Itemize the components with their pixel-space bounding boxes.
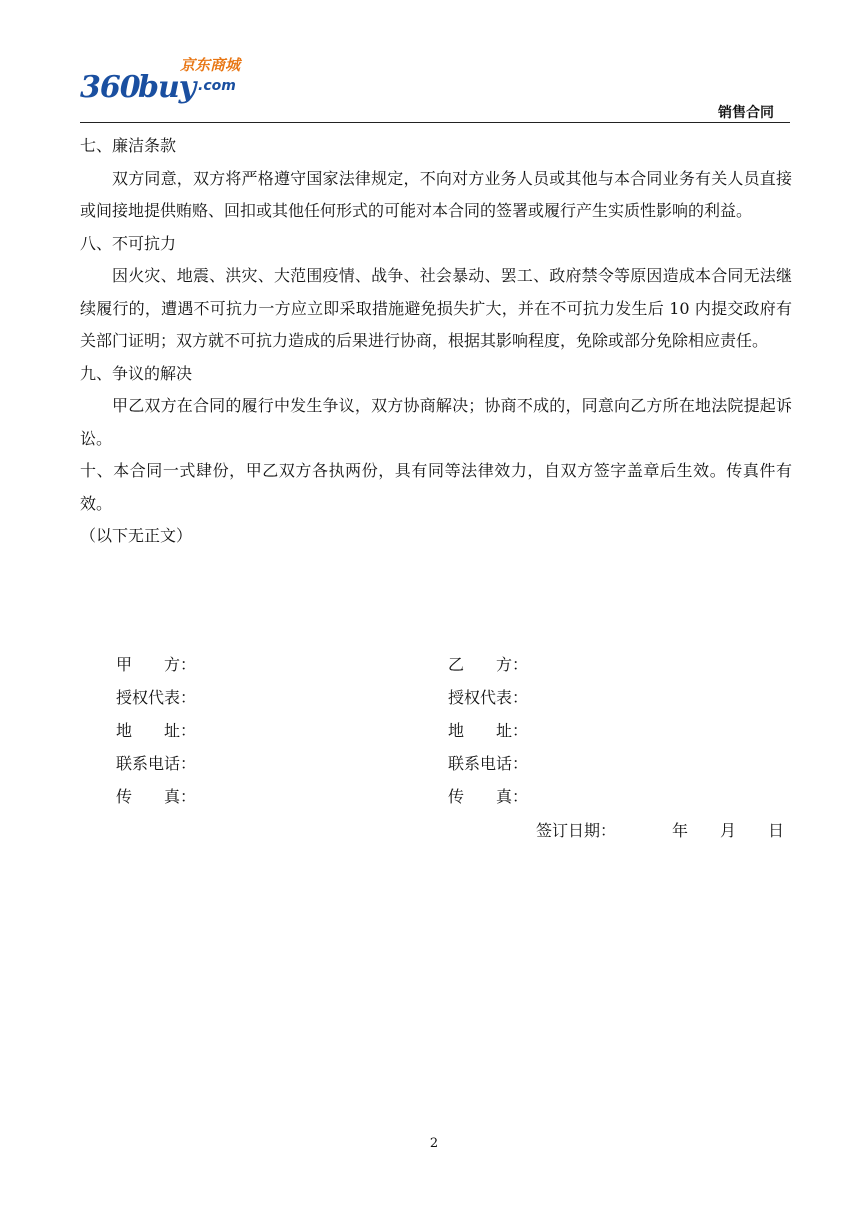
party-a-representative-label: 授权代表： [116,688,197,707]
page-number: 2 [429,1136,439,1151]
company-logo [80,52,240,104]
party-a-address-label: 地 址： [116,721,197,740]
signature-row [116,718,796,751]
signature-row [116,685,796,718]
header-divider [80,122,790,123]
section-paragraph: 双方同意，双方将严格遵守国家法律规定，不向对方业务人员或其他与本合同业务有关人员直接或间接地提供贿赂、回扣或其他任何形式的可能对本合同的签署或履行产生实质性影响的利益。 [80,168,792,220]
section-paragraph: 甲乙双方在合同的履行中发生争议，双方协商解决；协商不成的，同意向乙方所在地法院提起诉讼。 [80,396,792,448]
logo-number: 360 [80,70,140,105]
signature-block [116,652,796,817]
signature-row [116,751,796,784]
party-b-phone-label: 联系电话： [448,754,529,773]
logo-chinese: 京东商城 [180,56,241,74]
party-a-phone-label: 联系电话： [116,754,197,773]
logo-domain: .com [198,78,236,94]
section-paragraph: 因火灾、地震、洪灾、大范围疫情、战争、社会暴动、罢工、政府禁令等原因造成本合同无法继续履行的，遭遇不可抗力一方应立即采取措施避免损失扩大，并在不可抗力发生后 10 内提交政府有关部门证明；双方就不可抗力造成的后果进行协商，根据其影响程度，免除或部分免除相应责任。 [80,266,792,350]
party-b-name-label: 乙 方： [448,655,529,674]
party-a-fax-label: 传 真： [116,787,197,806]
signature-row [116,652,796,685]
party-b-fax-label: 传 真： [448,787,529,806]
logo-word: buy [138,70,196,105]
document-title: 销售合同 [718,105,774,121]
party-a-name-label: 甲 方： [116,655,197,674]
party-b-representative-label: 授权代表： [448,688,529,707]
section-heading: 八、不可抗力 [80,233,177,253]
signature-row [116,784,796,817]
party-b-address-label: 地 址： [448,721,529,740]
section-heading: 七、廉洁条款 [80,136,177,155]
section-heading: 九、争议的解决 [80,363,193,383]
contract-body [80,130,792,553]
signing-date: 签订日期： 年 月 日 [536,821,785,840]
clause-ten: 十、本合同一式肆份，甲乙双方各执两份，具有同等法律效力，自双方签字盖章后生效。传真件有效。 [80,461,792,513]
end-note: （以下无正文） [80,526,193,545]
